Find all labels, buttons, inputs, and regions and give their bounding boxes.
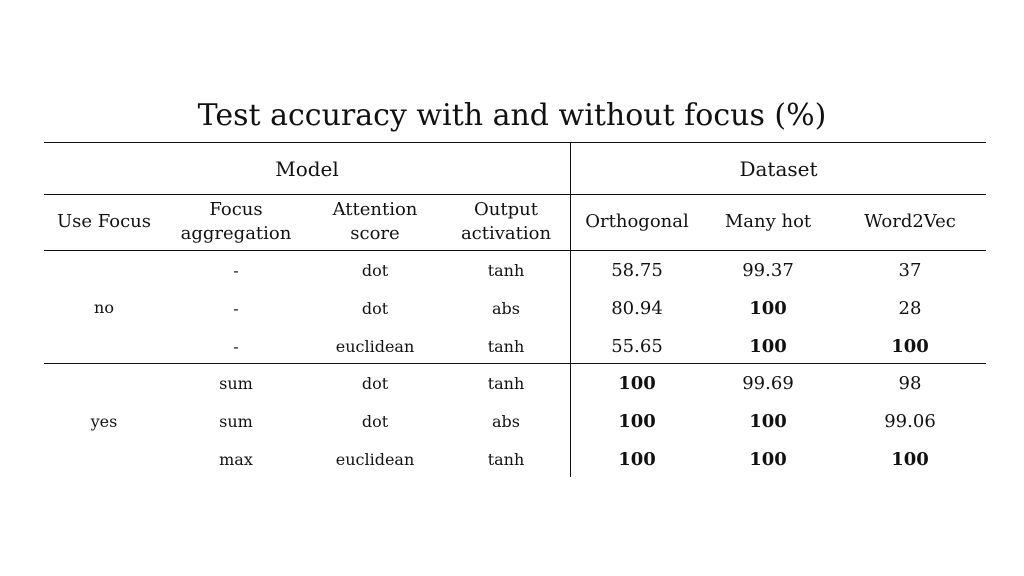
cell-word2vec: 28	[898, 297, 922, 319]
model-dataset-divider	[570, 142, 571, 477]
cell-orthogonal: 58.75	[611, 259, 663, 281]
cell-attention-score: euclidean	[335, 449, 415, 469]
cell-word2vec: 100	[891, 335, 929, 357]
cell-many-hot: 99.37	[742, 259, 794, 281]
table-title: Test accuracy with and without focus (%)	[197, 98, 827, 133]
cell-attention-score: dot	[361, 260, 389, 280]
cell-focus-aggregation: -	[233, 298, 239, 318]
column-header-many-hot: Many hot	[724, 211, 812, 232]
cell-many-hot: 100	[749, 335, 787, 357]
cell-output-activation: abs	[492, 298, 520, 318]
column-header-focus-aggregation: Focus aggregation	[180, 199, 292, 244]
column-header-attention-score: Attention score	[332, 199, 418, 244]
cell-word2vec: 98	[898, 372, 922, 394]
column-header-orthogonal: Orthogonal	[585, 211, 689, 232]
group-header-dataset: Dataset	[739, 157, 818, 181]
use-focus-yes: yes	[90, 411, 118, 431]
group-header-model: Model	[275, 157, 339, 181]
cell-word2vec: 37	[898, 259, 922, 281]
use-focus-no: no	[94, 297, 114, 317]
cell-focus-aggregation: max	[219, 449, 253, 469]
cell-focus-aggregation: sum	[219, 373, 253, 393]
cell-focus-aggregation: -	[233, 336, 239, 356]
cell-attention-score: dot	[361, 298, 389, 318]
cell-output-activation: tanh	[487, 373, 525, 393]
cell-orthogonal: 100	[618, 448, 656, 470]
cell-many-hot: 99.69	[742, 372, 794, 394]
cell-focus-aggregation: sum	[219, 411, 253, 431]
group-header-rule	[44, 194, 986, 195]
cell-attention-score: dot	[361, 373, 389, 393]
cell-orthogonal: 100	[618, 410, 656, 432]
cell-focus-aggregation: -	[233, 260, 239, 280]
column-header-word2vec: Word2Vec	[864, 211, 956, 232]
cell-orthogonal: 80.94	[611, 297, 663, 319]
cell-output-activation: tanh	[487, 336, 525, 356]
cell-output-activation: abs	[492, 411, 520, 431]
cell-output-activation: tanh	[487, 260, 525, 280]
row-group-divider	[44, 363, 986, 364]
cell-orthogonal: 100	[618, 372, 656, 394]
column-header-output-activation: Output activation	[460, 199, 552, 244]
cell-many-hot: 100	[749, 410, 787, 432]
cell-word2vec: 99.06	[884, 410, 936, 432]
cell-word2vec: 100	[891, 448, 929, 470]
cell-attention-score: dot	[361, 411, 389, 431]
column-header-use-focus: Use Focus	[56, 211, 152, 232]
cell-many-hot: 100	[749, 297, 787, 319]
cell-output-activation: tanh	[487, 449, 525, 469]
column-header-rule	[44, 250, 986, 251]
cell-attention-score: euclidean	[335, 336, 415, 356]
top-rule	[44, 142, 986, 143]
cell-many-hot: 100	[749, 448, 787, 470]
cell-orthogonal: 55.65	[611, 335, 663, 357]
